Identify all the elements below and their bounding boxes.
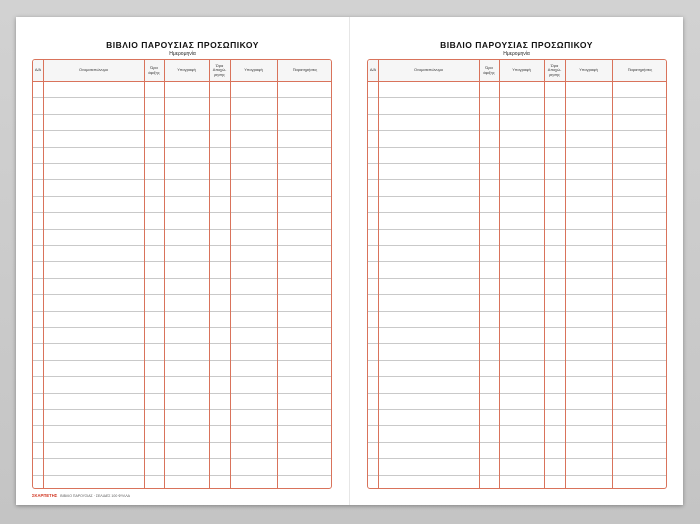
- row-rule: [368, 147, 666, 148]
- row-rule: [368, 261, 666, 262]
- row-rule: [368, 311, 666, 312]
- column-header-signature-2: Υπογραφή: [579, 67, 598, 73]
- row-rule: [33, 294, 331, 295]
- page-title: ΒΙΒΛΙΟ ΠΑΡΟΥΣΙΑΣ ΠΡΟΣΩΠΙΚΟΥ: [106, 40, 259, 50]
- row-rule: [368, 130, 666, 131]
- row-rule: [33, 114, 331, 115]
- column-header-name: Ονοματεπώνυμο: [78, 67, 109, 73]
- row-rule: [368, 294, 666, 295]
- row-rule: [33, 278, 331, 279]
- column-header-aa: Α/Α: [369, 67, 377, 73]
- row-rule: [368, 442, 666, 443]
- row-rule: [368, 327, 666, 328]
- row-rule: [33, 212, 331, 213]
- column-header-signature-2: Υπογραφή: [244, 67, 263, 73]
- column-divider: [209, 60, 210, 488]
- row-rule: [33, 425, 331, 426]
- table-header: [33, 60, 331, 82]
- column-divider: [499, 60, 500, 488]
- row-rule: [368, 425, 666, 426]
- attendance-table: [32, 59, 332, 489]
- publisher-mark: [32, 493, 130, 498]
- row-rule: [33, 360, 331, 361]
- row-rule: [368, 97, 666, 98]
- row-rule: [33, 327, 331, 328]
- row-rule: [368, 360, 666, 361]
- row-rule: [33, 196, 331, 197]
- row-rule: [33, 229, 331, 230]
- column-header-arrival-time: Ώρα άφιξης: [483, 65, 495, 75]
- row-rule: [33, 97, 331, 98]
- column-header-signature: Υπογραφή: [177, 67, 196, 73]
- row-rule: [33, 311, 331, 312]
- row-rule: [33, 163, 331, 164]
- row-rule: [33, 409, 331, 410]
- row-rule: [368, 278, 666, 279]
- left-page: [16, 17, 349, 505]
- column-divider: [565, 60, 566, 488]
- row-rule: [368, 343, 666, 344]
- column-header-departure-time: Ώρα Αποχώ- ρησης: [212, 62, 227, 77]
- row-rule: [368, 114, 666, 115]
- column-divider: [378, 60, 379, 488]
- column-header-aa: Α/Α: [34, 67, 42, 73]
- column-header-remarks: Παρατηρήσεις: [627, 67, 653, 73]
- column-divider: [230, 60, 231, 488]
- row-rule: [33, 393, 331, 394]
- row-rule: [33, 130, 331, 131]
- row-rule: [368, 163, 666, 164]
- row-rule: [33, 245, 331, 246]
- row-rule: [33, 475, 331, 476]
- table-header: [368, 60, 666, 82]
- column-divider: [612, 60, 613, 488]
- publisher-info: ΒΙΒΛΙΟ ΠΑΡΟΥΣΙΑΣ · ΣΕΛΙΔΕΣ 100 ΦΥΛΛΑ: [60, 494, 131, 498]
- column-header-arrival-time: Ώρα άφιξης: [148, 65, 160, 75]
- publisher-logo: ΣΚΑΡΠΕΤΗΣ: [32, 493, 58, 498]
- column-divider: [479, 60, 480, 488]
- column-divider: [164, 60, 165, 488]
- row-rule: [368, 229, 666, 230]
- column-divider: [277, 60, 278, 488]
- row-rule: [368, 475, 666, 476]
- register-book-spread: [16, 17, 683, 505]
- row-rule: [33, 179, 331, 180]
- column-header-departure-time: Ώρα Αποχώ- ρησης: [547, 62, 562, 77]
- date-label: Ημερομηνία: [503, 51, 530, 57]
- row-rule: [368, 393, 666, 394]
- attendance-table: [367, 59, 667, 489]
- page-title: ΒΙΒΛΙΟ ΠΑΡΟΥΣΙΑΣ ΠΡΟΣΩΠΙΚΟΥ: [440, 40, 593, 50]
- column-header-name: Ονοματεπώνυμο: [413, 67, 444, 73]
- row-rule: [33, 376, 331, 377]
- row-rule: [33, 147, 331, 148]
- column-header-remarks: Παρατηρήσεις: [292, 67, 318, 73]
- row-rule: [368, 376, 666, 377]
- row-rule: [33, 343, 331, 344]
- date-label: Ημερομηνία: [169, 51, 196, 57]
- row-rule: [368, 196, 666, 197]
- row-rule: [33, 442, 331, 443]
- row-rule: [368, 458, 666, 459]
- row-rule: [368, 409, 666, 410]
- row-rule: [33, 458, 331, 459]
- column-divider: [43, 60, 44, 488]
- column-divider: [544, 60, 545, 488]
- row-rule: [368, 245, 666, 246]
- row-rule: [33, 261, 331, 262]
- row-rule: [368, 212, 666, 213]
- right-page: [350, 17, 683, 505]
- row-rule: [368, 179, 666, 180]
- column-header-signature: Υπογραφή: [512, 67, 531, 73]
- column-divider: [144, 60, 145, 488]
